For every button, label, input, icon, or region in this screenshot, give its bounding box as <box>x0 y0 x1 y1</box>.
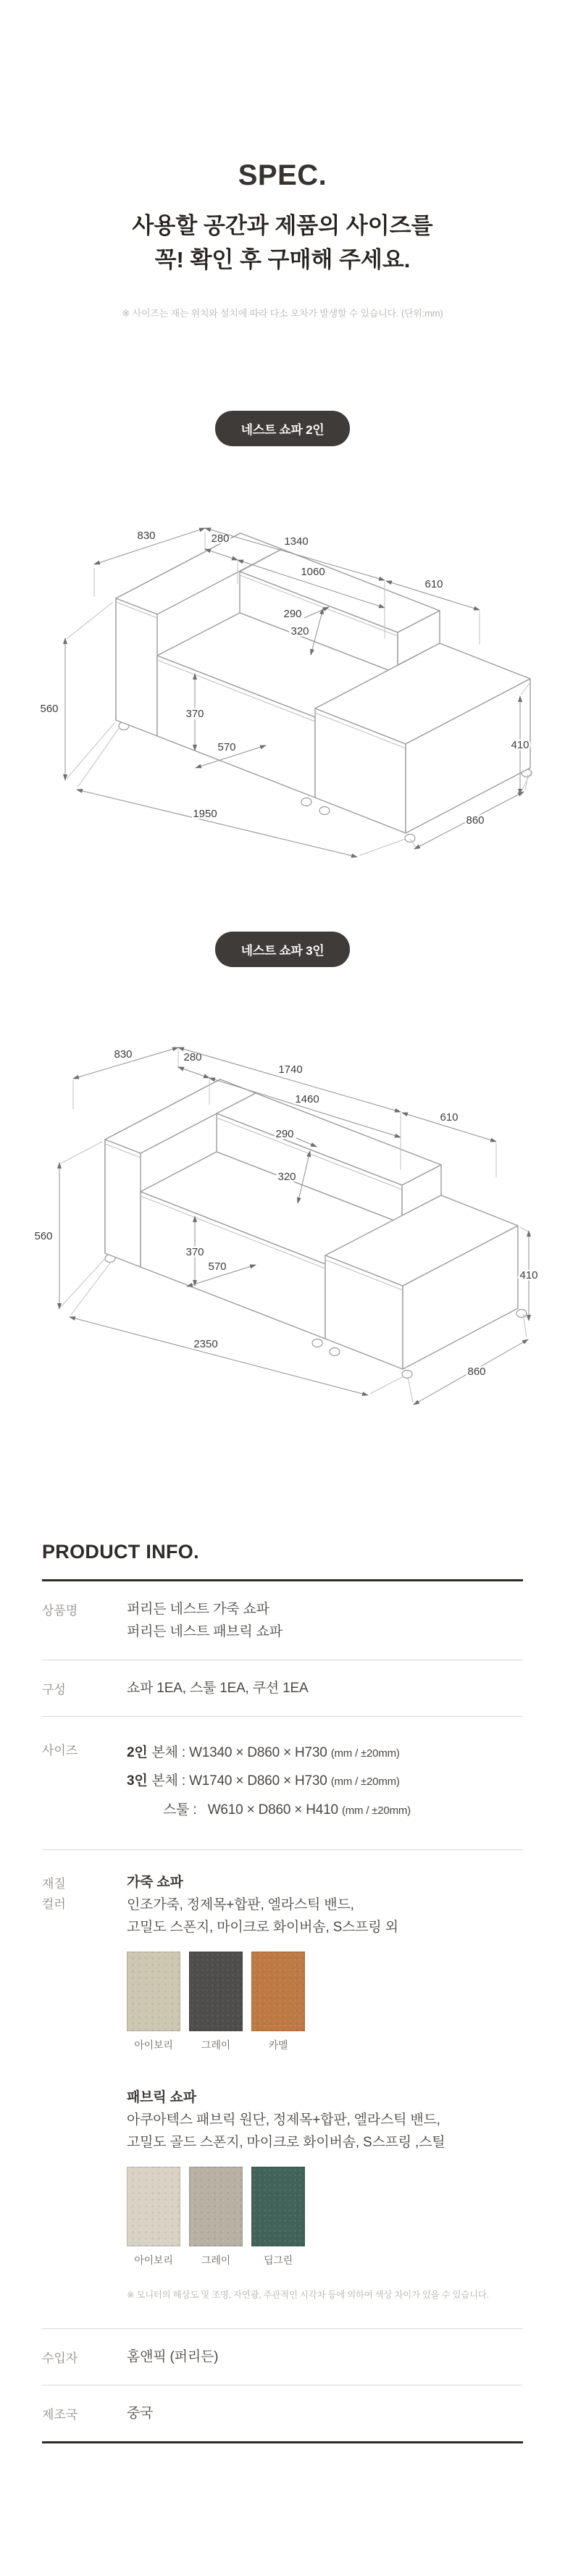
sofa-drawing-2seater <box>116 533 532 842</box>
fabric-swatch-row <box>127 2167 489 2269</box>
fabric-block <box>127 2087 489 2269</box>
swatch-name: 딥그린 <box>264 2254 293 2267</box>
row-label-country: 제조국 <box>42 2408 78 2422</box>
dim-seat-depth: 570 <box>208 1260 227 1274</box>
spec-section <box>0 0 565 319</box>
row-country <box>42 2385 523 2443</box>
swatch-fabric-deepgreen <box>251 2167 305 2269</box>
dim-stool-width: 610 <box>440 1111 459 1124</box>
swatch-fabric-ivory <box>127 2167 180 2269</box>
swatch-chip <box>189 1952 243 2031</box>
swatch-name: 아이보리 <box>134 2254 173 2267</box>
dim-total-length: 2350 <box>193 1338 218 1351</box>
dim-inner-width: 1060 <box>301 566 325 579</box>
dim-seat-height: 370 <box>185 708 204 721</box>
country-value: 중국 <box>127 2406 154 2422</box>
swatch-chip <box>251 1952 305 2031</box>
size-line-stool <box>127 1796 411 1825</box>
dim-depth: 860 <box>466 814 485 827</box>
row-size <box>42 1717 523 1851</box>
row-label-product-name: 상품명 <box>42 1604 78 1618</box>
color-difference-note: ※ 모니터의 해상도 및 조명, 자연광, 주관적인 시각차 등에 의하여 색상 차이가 있을 수 있습니다. <box>127 2290 489 2301</box>
sofa-drawing-3seater <box>105 1079 527 1379</box>
dim-back-height: 320 <box>290 625 309 638</box>
row-product-name <box>42 1581 523 1660</box>
spec-subtitle-line1: 사용할 공간과 제품의 사이즈를 <box>132 213 433 238</box>
row-composition <box>42 1660 523 1717</box>
swatch-chip <box>127 2167 180 2246</box>
dim-total-length: 1950 <box>193 808 217 821</box>
swatch-leather-ivory <box>127 1952 180 2054</box>
spec-disclaimer: ※ 사이즈는 재는 위치와 설치에 따라 다소 오차가 발생할 수 있습니다. (단위:mm) <box>122 308 443 319</box>
dim-back-height: 320 <box>277 1171 296 1184</box>
swatch-fabric-gray <box>189 2167 243 2269</box>
swatch-chip <box>189 2167 243 2246</box>
size-line-2seater <box>127 1739 411 1768</box>
spec-title: SPEC. <box>238 159 327 191</box>
row-label-importer: 수입자 <box>42 2351 78 2366</box>
spec-subtitle <box>0 209 565 277</box>
row-label-size: 사이즈 <box>42 1743 78 1757</box>
size-body: 본체 : W1740 × D860 × H730 <box>151 1773 331 1789</box>
size-prefix: 2인 <box>127 1744 148 1760</box>
row-importer <box>42 2329 523 2385</box>
fabric-desc-line2: 고밀도 골드 스폰지, 마이크로 화이버솜, S스프링 ,스틸 <box>127 2134 445 2150</box>
size-values <box>127 1739 411 1826</box>
material-values <box>127 1872 489 2302</box>
row-material-color <box>42 1850 523 2329</box>
swatch-name: 그레이 <box>201 2254 230 2267</box>
dim-arm-top: 280 <box>183 1051 202 1064</box>
dim-stool-width: 610 <box>424 578 443 591</box>
swatch-name: 카멜 <box>268 2039 288 2052</box>
dim-stool-height: 410 <box>511 739 530 752</box>
swatch-leather-camel <box>251 1952 305 2054</box>
dim-arm-top: 280 <box>211 532 230 545</box>
dim-back-top-depth: 290 <box>283 608 302 621</box>
dim-stool-height: 410 <box>519 1269 538 1282</box>
size-line-3seater <box>127 1767 411 1796</box>
badge-sofa-2seater: 네스트 쇼파 2인 <box>215 411 351 446</box>
dim-height: 560 <box>40 703 59 716</box>
dim-top-depth: 830 <box>114 1048 133 1061</box>
spec-subtitle-line2: 꼭! 확인 후 구매해 주세요. <box>154 247 411 273</box>
size-prefix: 3인 <box>127 1773 148 1789</box>
size-body: 스툴 : W610 × D860 × H410 <box>163 1802 342 1818</box>
fabric-desc-line1: 아쿠아텍스 패브릭 원단, 정제목+합판, 엘라스틱 밴드, <box>127 2112 440 2128</box>
sofa-2seater-diagram <box>22 459 543 865</box>
dim-inner-width: 1460 <box>295 1093 319 1106</box>
sofa-3seater-diagram <box>22 982 543 1416</box>
badge-sofa-3seater: 네스트 쇼파 3인 <box>215 932 351 967</box>
product-name-line2: 퍼리든 네스트 패브릭 쇼파 <box>127 1623 282 1639</box>
size-unit: (mm / ±20mm) <box>330 1747 400 1760</box>
size-body: 본체 : W1340 × D860 × H730 <box>151 1744 331 1760</box>
dim-top-depth: 830 <box>137 530 156 543</box>
dim-back-top-depth: 290 <box>275 1128 294 1141</box>
swatch-chip <box>127 1952 180 2031</box>
product-info-section <box>42 1541 523 2443</box>
swatch-chip <box>251 2167 305 2246</box>
swatch-name: 아이보리 <box>134 2039 173 2052</box>
leather-title: 가죽 쇼파 <box>127 1875 183 1891</box>
size-unit: (mm / ±20mm) <box>330 1776 400 1789</box>
dim-width: 1340 <box>284 535 309 548</box>
product-name-line1: 퍼리든 네스트 가죽 쇼파 <box>127 1602 269 1618</box>
row-label-material-color <box>42 1872 127 2302</box>
importer-value: 홈앤픽 (퍼리든) <box>127 2349 219 2365</box>
composition-value: 쇼파 1EA, 스툴 1EA, 쿠션 1EA <box>127 1680 309 1696</box>
leather-swatch-row <box>127 1952 489 2054</box>
product-info-title: PRODUCT INFO. <box>42 1541 199 1563</box>
dim-seat-depth: 570 <box>217 741 236 754</box>
material-label-line2: 컬러 <box>42 1897 66 1911</box>
row-label-composition: 구성 <box>42 1682 66 1697</box>
fabric-title: 패브릭 쇼파 <box>127 2090 196 2106</box>
product-name-value <box>127 1599 282 1644</box>
dim-depth: 860 <box>467 1366 486 1379</box>
leather-block <box>127 1872 489 2054</box>
dim-seat-height: 370 <box>185 1246 204 1259</box>
size-unit: (mm / ±20mm) <box>341 1805 411 1818</box>
leather-desc-line2: 고밀도 스폰지, 마이크로 화이버솜, S스프링 외 <box>127 1919 398 1935</box>
swatch-name: 그레이 <box>201 2039 230 2052</box>
material-label-line1: 재질 <box>42 1877 66 1891</box>
swatch-leather-gray <box>189 1952 243 2054</box>
dim-width: 1740 <box>278 1063 303 1076</box>
dim-height: 560 <box>34 1230 53 1243</box>
leather-desc-line1: 인조가죽, 정제목+합판, 엘라스틱 밴드, <box>127 1897 354 1912</box>
